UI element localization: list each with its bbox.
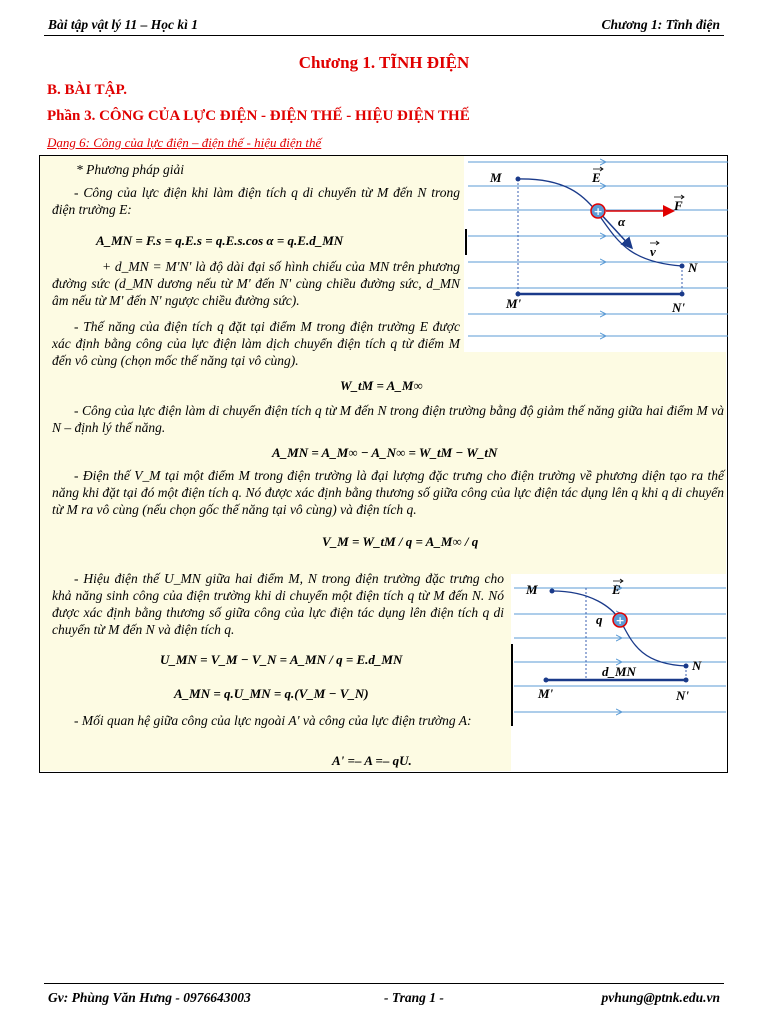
label-v: v	[650, 244, 656, 259]
page-header	[44, 14, 724, 36]
formula-1: A_MN = F.s = q.E.s = q.E.s.cos α = q.E.d_MN	[96, 233, 344, 248]
page-footer	[44, 983, 724, 1007]
paragraph-6: - Hiệu điện thế U_MN giữa hai điểm M, N trong điện trường đặc trưng cho khả năng sinh công của điện trường khi di chuyển một điện tích q từ M đến N. Nó được xác định bằng thương số giữa công của lực điện tác dụng lên điện tích q di chuyển từ M đến N và điện tích q.	[52, 571, 504, 637]
paragraph-3: - Thế năng của điện tích q đặt tại điểm M trong điện trường E được xác định bằng công của lực điện làm dịch chuyển điện tích q từ điểm M đến vô cùng (chọn mốc thế năng tại vô cùng).	[52, 319, 460, 368]
paragraph-5: - Điện thế V_M tại một điểm M trong điện trường là đại lượng đặc trưng cho điện trường về phương diện tạo ra thế năng khi đặt tại đó một điện tích q. Nó được xác định bằng thương số giữa công của lực điện tác dụng lên q khi q di chuyển từ M ra vô cùng (nếu chọn gốc thế năng tại vô cùng) và điện tích q.	[52, 468, 724, 517]
paragraph-2: + d_MN = M'N' là độ dài đại số hình chiếu của MN trên phương đường sức (d_MN dương nếu từ M' đến N' cùng chiều đường sức, d_MN âm nếu từ M' đến N' ngược chiều đường sức).	[52, 259, 460, 308]
footer-page-number: - Trang 1 -	[384, 990, 444, 1005]
footer-email: pvhung@ptnk.edu.vn	[601, 990, 720, 1005]
part-title: Phần 3. CÔNG CỦA LỰC ĐIỆN - ĐIỆN THẾ - HIỆU ĐIỆN THẾ	[47, 108, 470, 124]
method-heading: * Phương pháp giải	[76, 162, 184, 177]
label-dMN: d_MN	[602, 664, 636, 679]
label-M-prime: M'	[506, 296, 522, 311]
chapter-title: Chương 1. TĨNH ĐIỆN	[298, 53, 470, 72]
formula-4: V_M = W_tM / q = A_M∞ / q	[322, 534, 479, 549]
label-M: M	[490, 170, 502, 185]
footer-author: Gv: Phùng Văn Hưng - 0976643003	[48, 990, 251, 1005]
header-right: Chương 1: Tĩnh điện	[601, 17, 720, 32]
label-F: F	[674, 198, 683, 213]
label-alpha: α	[618, 214, 626, 229]
formula-7: A' =– A =– qU.	[332, 753, 412, 768]
label-N-prime: N'	[672, 300, 685, 315]
paragraph-7: - Mối quan hệ giữa công của lực ngoài A' và công của lực điện trường A:	[74, 713, 472, 728]
label-N: N	[692, 658, 702, 673]
label-E: E	[592, 170, 601, 185]
label-q: q	[596, 612, 603, 627]
label-N: N	[688, 260, 698, 275]
diagram-potential	[512, 574, 726, 732]
label-E: E	[612, 582, 621, 597]
trajectory	[552, 591, 686, 666]
header-left: Bài tập vật lý 11 – Học kì 1	[48, 17, 198, 32]
formula-6: A_MN = q.U_MN = q.(V_M − V_N)	[174, 686, 369, 701]
diagram-field-work	[466, 156, 728, 352]
label-N-prime: N'	[676, 688, 689, 703]
dang-title: Dạng 6: Công của lực điện – điện thế - hiệu điện thế	[47, 135, 322, 150]
svg-text:+: +	[615, 614, 625, 627]
section-title: B. BÀI TẬP.	[47, 82, 128, 98]
trajectory	[518, 179, 682, 266]
label-M: M	[526, 582, 538, 597]
formula-5: U_MN = V_M − V_N = A_MN / q = E.d_MN	[160, 652, 403, 667]
formula-2: W_tM = A_M∞	[340, 378, 423, 393]
label-M-prime: M'	[538, 686, 554, 701]
formula-3: A_MN = A_M∞ − A_N∞ = W_tM − W_tN	[272, 445, 498, 460]
paragraph-1: - Công của lực điện khi làm điện tích q di chuyển từ M đến N trong điện trường E:	[52, 185, 460, 217]
content-box	[39, 155, 728, 773]
svg-text:+: +	[593, 205, 603, 218]
paragraph-4: - Công của lực điện làm di chuyển điện tích q từ M đến N trong điện trường bằng độ giảm thế năng giữa hai điểm M và N – định lý thế năng.	[52, 403, 724, 435]
